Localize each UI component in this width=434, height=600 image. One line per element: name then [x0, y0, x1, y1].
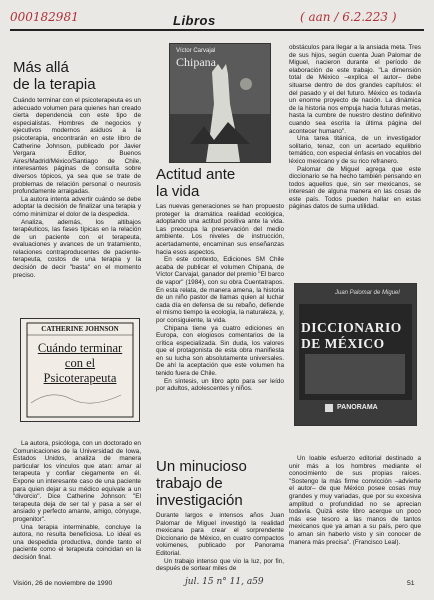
article-3-title-line-1: Un minucioso	[156, 458, 247, 475]
paragraph: La autora, psicóloga, con un doctorado en Comunicaciones de la Universidad de Iowa, Estados Unidos, analiza de manera particular los vínculos que atan: amar al terapeuta y confiar ciegamente en él. Expone un interesante caso de una paciente para quien dejar a su médico equivale a un "divorcio". Dice Catherine Johnson: "El terapeuta deja de ser tal y pasa a ser el ansiado y perfecto amante, amigo, cónyuge, progenitor".	[13, 440, 141, 523]
handwritten-code: 000182981	[10, 10, 79, 24]
section-title: Libros	[170, 13, 219, 28]
paragraph: Un trabajo intenso que vio la luz, por fin, después de sortear miles de	[156, 557, 284, 573]
paragraph: Palomar de Miguel agrega que este diccionario se ha hecho también pensando en todos aquellos que, sin ser mexicanos, se interesan de alguna manera en las cosas de este país. Todos pueden hallar en estas páginas datos de suma utilidad.	[289, 165, 421, 211]
chipana-cover-title: Chipana	[176, 55, 216, 69]
handwritten-stamp: ( aan / 6.2.223 )	[300, 10, 397, 24]
article-2-title	[156, 166, 235, 200]
paragraph: Una tarea titánica, de un investigador solitario, tenaz, con un acertado equilibrio temático, con especial énfasis en vocablos del léxico mexicano y de su rico refranero.	[289, 135, 421, 165]
paragraph: La autora intenta advertir cuándo se debe adoptar la decisión de finalizar una terapia y cómo minimizar el dolor de la despedida.	[13, 195, 141, 218]
header-rule	[10, 29, 424, 31]
article-3-body-continued	[289, 44, 421, 211]
paragraph: En este contexto, Ediciones SM Chile acaba de publicar el volumen Chipana, de Víctor Carvajal, ganador del premio "El barco de vapor" (1984), con su obra Cuentatrapos. En esta relata, de manera amena, la historia de un niño pastor de llamas quien al luchar cada día en defensa de su rebaño, defiende el mismo tiempo la ecología, la naturaleza, y, por consiguiente, la vida.	[156, 256, 285, 324]
column-3-closing	[289, 455, 421, 546]
chipana-cover-author: Víctor Carvajal	[176, 48, 216, 54]
paragraph: Chipana tiene ya cuatro ediciones en Europa, con elogiosos comentarios de la crítica especializada. Sin duda, los valores que el protagonista de esta obra manifiesta en su lucha son absolutamente universales. De ahí la aceptación que este volumen ha tenido fuera de Chile.	[156, 324, 284, 378]
article-1-title-line-1: Más allá	[13, 59, 69, 76]
paragraph: Durante largos e intensos años Juan Palomar de Miguel investigó la realidad mexicana para crear el sorprendente Diccionario de México, en cuatro compactos volúmenes, publicado por Panorama Editorial.	[156, 512, 284, 557]
diccionario-cover-title: DICCIONARIO DE MÉXICO	[301, 320, 402, 351]
article-3-body	[156, 512, 284, 573]
article-2-title-line-2: la vida	[156, 183, 200, 200]
article-1-title	[13, 59, 96, 93]
footer-publication-date: Visión, 26 de noviembre de 1990	[13, 580, 113, 587]
article-1-title-line-2: de la terapia	[13, 76, 96, 93]
diccionario-cover-author: Juan Palomar de Miguel	[335, 290, 400, 296]
paragraph: Las nuevas generaciones se han propuesto proteger la dramática realidad ecológica, adoptando una actitud positiva ante la vida. Las preocupa la preservación del medio ambiente. Los niveles de instrucción, acertadamente, encaminan sus enseñanzas hacia esos aspectos.	[156, 203, 284, 256]
handwritten-date-note: jul. 15 n° 11, a59	[185, 577, 264, 587]
book-cover-cuando-terminar	[20, 318, 140, 422]
paragraph: En síntesis, un libro apto para ser leído por adultos, adolescentes y niños.	[156, 377, 284, 393]
article-1-body-continued	[13, 440, 141, 562]
book-cover-author: CATHERINE JOHNSON	[41, 325, 119, 333]
paragraph: Cuándo terminar con el psicoterapeuta es un adecuado volumen para quienes han creado cierta dependencia con este tipo de especialistas. Hombres de negocios y ejecutivos modernos asiduos a la psicoterapia, encontrarán en este libro de Catherine Johnson, publicado por Javier Vergara Editor, Buenos Aires/Madrid/México/Santiago de Chile, interesantes páginas de consulta sobre diversos tópicos, ya sea que se trate de problemas de relación personal o neurosis profundamente arraigadas.	[13, 97, 141, 196]
diccionario-cover-publisher: PANORAMA	[337, 404, 378, 411]
book-cover-diccionario	[294, 283, 417, 426]
article-1-body	[13, 97, 141, 279]
book-cover-title: Cuándo terminar con el Psicoterapeuta	[37, 341, 123, 385]
paragraph: Analiza, además, los altibajos terapéuticos, las fases típicas en la relación de un paciente con el terapeuta, evaluaciones y avances de un tratamiento, relaciones contraproducentes de paciente-terapeuta, costos de una terapia y la decisión de decir "basta" en el momento preciso.	[13, 218, 141, 279]
article-3-title-line-2: trabajo de	[156, 475, 223, 492]
book-cover-chipana	[169, 43, 271, 163]
page-number: 51	[407, 580, 415, 587]
paragraph: Una terapia interminable, concluye la autora, no resulta beneficiosa. Lo ideal es una despedida productiva, donde tanto el paciente como el terapeuta coincidan en la decisión final.	[13, 523, 141, 561]
article-3-title-line-3: investigación	[156, 492, 243, 509]
paragraph: obstáculos para llegar a la ansiada meta. Tres de sus hijos, según cuenta Juan Palomar de Miguel, nacieron durante el período de elaboración de este trabajo. "La dimensión total de México –explica el autor– debe situarse dentro de dos grandes capítulos: el del pasado y el del futuro. México es todavía un enorme proyecto de nación. La dinámica de la historia nos empuja hacia futuras metas, hasta la cumbre de nuestro destino definitivo cuando sea escrita la última página del acontecer humano".	[289, 44, 421, 135]
article-2-body	[156, 203, 284, 393]
article-3-title	[156, 458, 247, 509]
article-2-title-line-1: Actitud ante	[156, 166, 236, 183]
paragraph: Un loable esfuerzo editorial destinado a unir más a los hombres mediante el conocimiento de sus propias raíces. "Sostengo la más firme convicción –advierte el autor– de que México posee cosas muy grandes y muy variadas, que por su excesiva amplitud o profundidad no se aprecian todavía. Quizá este libro acerque un poco más ese tesoro a las manos de tantos mexicanos que ya aman a su país, pero que lo aman sin haberlo visto y sin conocer de manera más precisa". (Francisco Leal).	[289, 455, 421, 546]
